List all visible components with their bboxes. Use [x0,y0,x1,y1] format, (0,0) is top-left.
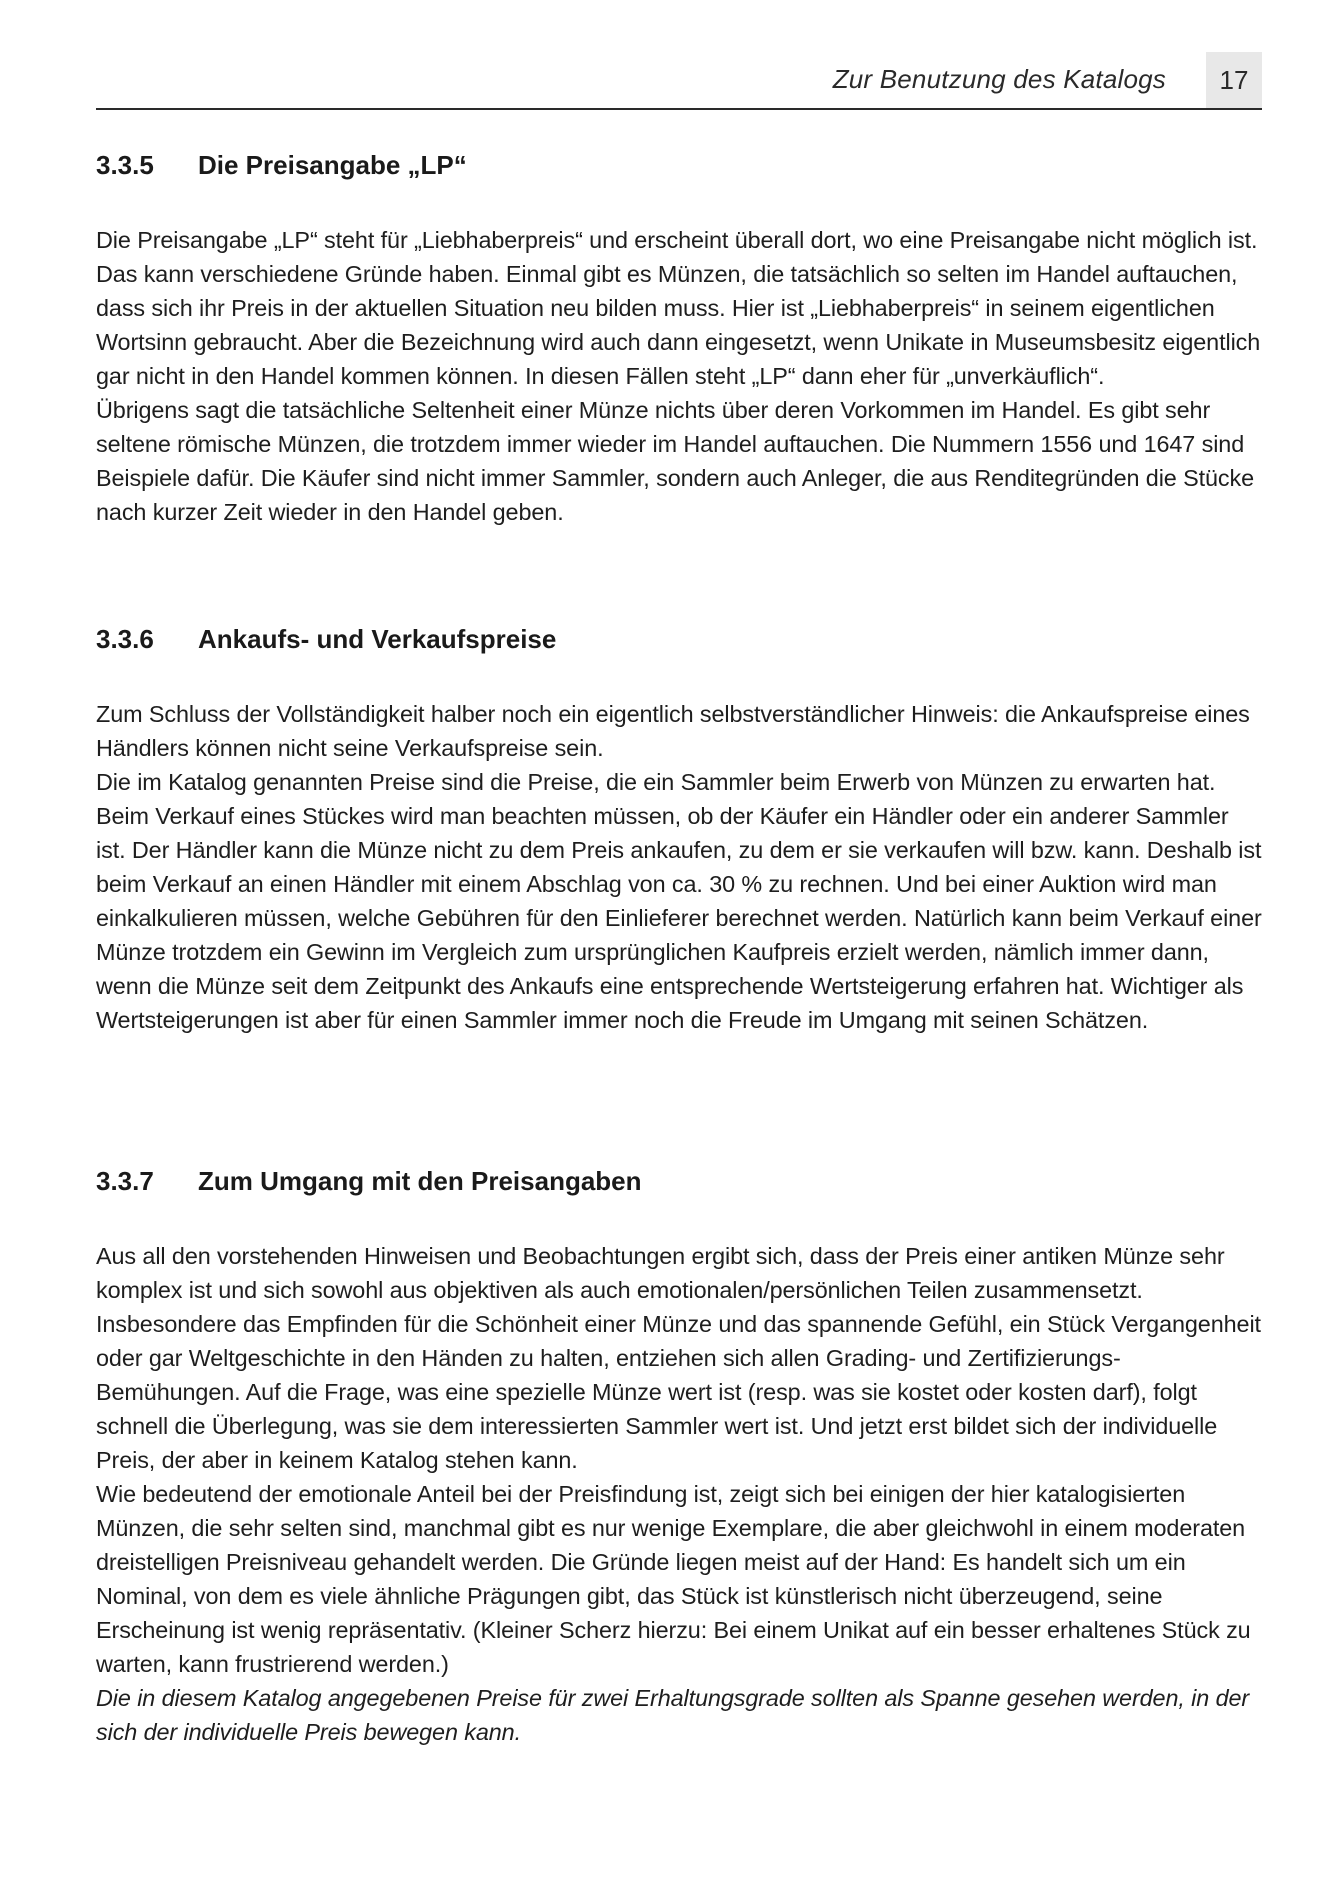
section-heading [96,624,1262,655]
running-header [96,52,1262,110]
section-heading [96,1166,1262,1197]
paragraph: Beim Verkauf eines Stückes wird man beachten müssen, ob der Käufer ein Händler oder ein anderer Sammler ist. Der Händler kann die Münze nicht zu dem Preis ankaufen, zu dem er sie verkaufen will bzw. kann. Deshalb ist beim Verkauf an einen Händler mit einem Abschlag von ca. 30 % zu rechnen. Und bei einer Auktion wird man einkalkulieren müssen, welche Gebühren für den Einlieferer berechnet werden. Natürlich kann beim Verkauf einer Münze trotzdem ein Gewinn im Vergleich zum ursprünglichen Kaufpreis erzielt werden, nämlich immer dann, wenn die Münze seit dem Zeitpunkt des Ankaufs eine entsprechende Wertsteigerung erfahren hat. Wichtiger als Wertsteigerungen ist aber für einen Sammler immer noch die Freude im Umgang mit seinen Schätzen. [96,803,1262,1033]
section-body [96,1239,1262,1749]
page-number: 17 [1206,52,1262,108]
paragraph: Die im Katalog genannten Preise sind die Preise, die ein Sammler beim Erwerb von Münzen zu erwarten hat. [96,769,1216,795]
section-number: 3.3.6 [96,624,154,654]
section-3-3-6 [96,624,1262,1037]
section-number: 3.3.7 [96,1166,154,1196]
section-title: Ankaufs- und Verkaufspreise [198,624,557,654]
section-heading [96,150,1262,181]
paragraph: Zum Schluss der Vollständigkeit halber noch ein eigentlich selbstverständlicher Hinweis: die Ankaufspreise eines Händlers können nicht seine Verkaufspreise sein. [96,701,1250,761]
section-number: 3.3.5 [96,150,154,180]
section-3-3-5 [96,150,1262,529]
closing-note: Die in diesem Katalog angegebenen Preise für zwei Erhaltungsgrade sollten als Spanne gesehen werden, in der sich der individuelle Preis bewegen kann. [96,1685,1250,1745]
section-3-3-7 [96,1166,1262,1749]
running-header-title: Zur Benutzung des Katalogs [832,64,1166,94]
paragraph: Die Preisangabe „LP“ steht für „Liebhaberpreis“ und erscheint überall dort, wo eine Preisangabe nicht möglich ist. Das kann verschiedene Gründe haben. Einmal gibt es Münzen, die tatsächlich so selten im Handel auftauchen, dass sich ihr Preis in der aktuellen Situation neu bilden muss. Hier ist „Liebhaberpreis“ in seinem eigentlichen Wortsinn gebraucht. Aber die Bezeichnung wird auch dann eingesetzt, wenn Unikate in Museumsbesitz eigentlich gar nicht in den Handel kommen können. In diesen Fällen steht „LP“ dann eher für „unverkäuflich“. [96,227,1261,389]
paragraph: Übrigens sagt die tatsächliche Seltenheit einer Münze nichts über deren Vorkommen im Handel. Es gibt sehr seltene römische Münzen, die trotzdem immer wieder im Handel auftauchen. Die Nummern 1556 und 1647 sind Beispiele dafür. Die Käufer sind nicht immer Sammler, sondern auch Anleger, die aus Renditegründen die Stücke nach kurzer Zeit wieder in den Handel geben. [96,397,1255,525]
section-title: Zum Umgang mit den Preisangaben [198,1166,642,1196]
section-title: Die Preisangabe „LP“ [198,150,467,180]
paragraph: Wie bedeutend der emotionale Anteil bei der Preisfindung ist, zeigt sich bei einigen der hier katalogisierten Münzen, die sehr selten sind, manchmal gibt es nur wenige Exemplare, die aber gleichwohl in einem moderaten dreistelligen Preisniveau gehandelt werden. Die Gründe liegen meist auf der Hand: Es handelt sich um ein Nominal, von dem es viele ähnliche Prägungen gibt, das Stück ist künstlerisch nicht überzeugend, seine Erscheinung ist wenig repräsentativ. (Kleiner Scherz hierzu: Bei einem Unikat auf ein besser erhaltenes Stück zu warten, kann frustrierend werden.) [96,1481,1251,1677]
section-body [96,223,1262,529]
paragraph: Aus all den vorstehenden Hinweisen und Beobachtungen ergibt sich, dass der Preis einer antiken Münze sehr komplex ist und sich sowohl aus objektiven als auch emotionalen/persönlichen Teilen zusammensetzt. Insbesondere das Empfinden für die Schönheit einer Münze und das spannende Gefühl, ein Stück Vergangenheit oder gar Weltgeschichte in den Händen zu halten, entziehen sich allen Grading- und Zertifizierungs-Bemühungen. Auf die Frage, was eine spezielle Münze wert ist (resp. was sie kostet oder kosten darf), folgt schnell die Überlegung, was sie dem interessierten Sammler wert ist. Und jetzt erst bildet sich der individuelle Preis, der aber in keinem Katalog stehen kann. [96,1243,1261,1473]
section-body [96,697,1262,1037]
